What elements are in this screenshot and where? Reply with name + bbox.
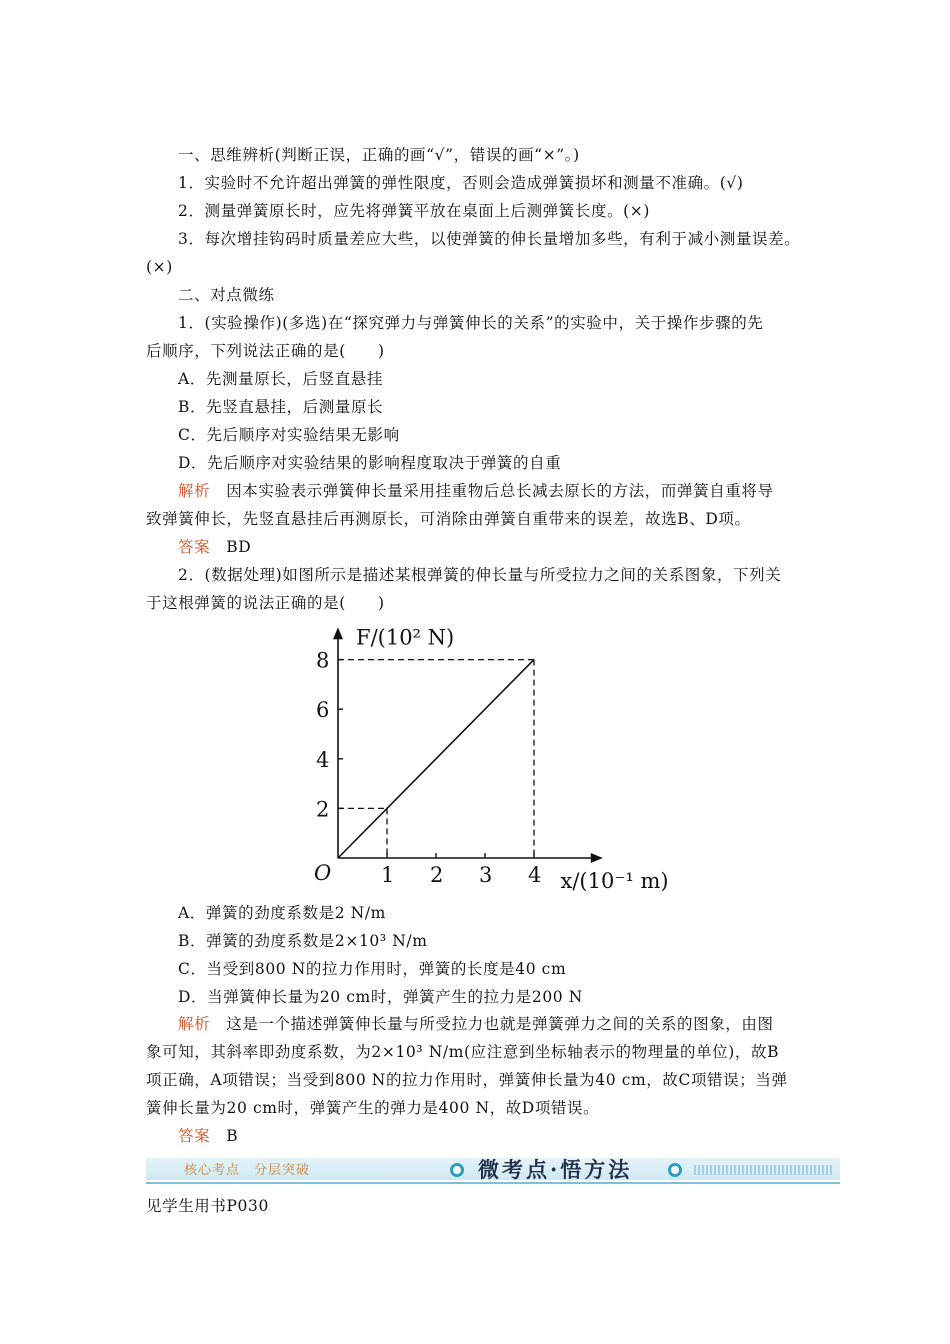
q1-analysis-line1 xyxy=(178,481,774,501)
q2-analysis-label: 解析 xyxy=(178,1015,211,1033)
q2-option-b: B．弹簧的劲度系数是2×10³ N/m xyxy=(178,932,428,950)
q1-option-c: C．先后顺序对实验结果无影响 xyxy=(178,426,400,444)
q2-analysis-line4: 簧伸长量为20 cm时，弹簧产生的弹力是400 N，故D项错误。 xyxy=(146,1099,600,1117)
q1-answer: BD xyxy=(226,538,252,556)
q1-analysis-line2: 致弹簧伸长，先竖直悬挂后再测原长，可消除由弹簧自重带来的误差，故选B、D项。 xyxy=(146,510,751,528)
judge-item-1: 1．实验时不允许超出弹簧的弹性限度，否则会造成弹簧损坏和测量不准确。(√) xyxy=(178,174,744,192)
q1-stem-line1: 1．(实验操作)(多选)在“探究弹力与弹簧伸长的关系”的实验中，关于操作步骤的先 xyxy=(178,314,764,332)
y-tick-label: 2 xyxy=(316,797,330,822)
y-tick-label: 6 xyxy=(316,698,330,723)
q1-analysis-label: 解析 xyxy=(178,482,211,500)
y-tick-label: 8 xyxy=(316,648,330,673)
y-axis-label: F/(10² N) xyxy=(356,625,455,650)
q2-analysis-line1 xyxy=(178,1014,774,1034)
banner-dot-right-icon xyxy=(668,1163,682,1177)
q2-analysis-line2: 象可知，其斜率即劲度系数，为2×10³ N/m(应注意到坐标轴表示的物理量的单位)，故B xyxy=(146,1043,780,1061)
series-line xyxy=(338,660,534,858)
section1-heading: 一、思维辨析(判断正误，正确的画“√”，错误的画“×”。) xyxy=(178,146,580,164)
banner-title: 微考点·悟方法 xyxy=(478,1157,633,1182)
origin-label: O xyxy=(314,861,332,885)
q1-option-d: D．先后顺序对实验结果的影响程度取决于弹簧的自重 xyxy=(178,454,562,472)
x-axis-arrow-icon xyxy=(591,853,603,863)
q1-option-a: A．先测量原长，后竖直悬挂 xyxy=(178,370,383,388)
judge-item-3-cont: (×) xyxy=(146,258,173,276)
section-banner xyxy=(146,1150,840,1190)
q2-answer-label: 答案 xyxy=(178,1127,211,1145)
q2-option-d: D．当弹簧伸长量为20 cm时，弹簧产生的拉力是200 N xyxy=(178,988,583,1006)
q2-answer-line xyxy=(178,1126,238,1146)
q2-option-c: C．当受到800 N的拉力作用时，弹簧的长度是40 cm xyxy=(178,960,567,978)
q2-option-a: A．弹簧的劲度系数是2 N/m xyxy=(178,904,386,922)
q2-stem-line2: 于这根弹簧的说法正确的是( ) xyxy=(146,594,385,612)
q2-stem-line1: 2．(数据处理)如图所示是描述某根弹簧的伸长量与所受拉力之间的关系图象，下列关 xyxy=(178,566,782,584)
q1-answer-label: 答案 xyxy=(178,538,211,556)
banner-stripes xyxy=(694,1165,834,1175)
section2-heading: 二、对点微练 xyxy=(178,286,275,304)
x-tick-label: 4 xyxy=(528,863,542,887)
judge-item-3: 3．每次增挂钩码时质量差应大些，以使弹簧的伸长量增加多些，有利于减小测量误差。 xyxy=(178,230,801,248)
banner-left-text: 核心考点 分层突破 xyxy=(184,1163,311,1178)
q1-answer-line xyxy=(178,537,251,557)
y-tick-label: 4 xyxy=(316,747,330,772)
q1-analysis-text1: 因本实验表示弹簧伸长量采用挂重物后总长减去原长的方法，而弹簧自重将导 xyxy=(226,482,774,500)
q1-option-b: B．先竖直悬挂，后测量原长 xyxy=(178,398,384,416)
footer-ref: 见学生用书P030 xyxy=(146,1197,269,1215)
force-extension-chart xyxy=(300,615,700,900)
y-axis-arrow-icon xyxy=(333,627,343,639)
q1-stem-line2: 后顺序，下列说法正确的是( ) xyxy=(146,342,385,360)
judge-item-2: 2．测量弹簧原长时，应先将弹簧平放在桌面上后测弹簧长度。(×) xyxy=(178,202,651,220)
banner-dot-left-icon xyxy=(450,1163,464,1177)
q2-analysis-text1: 这是一个描述弹簧伸长量与所受拉力也就是弹簧弹力之间的关系的图象，由图 xyxy=(226,1015,774,1033)
x-tick-label: 2 xyxy=(430,863,444,887)
q2-analysis-line3: 项正确，A项错误；当受到800 N的拉力作用时，弹簧伸长量为40 cm，故C项错误；当弹 xyxy=(146,1071,788,1089)
x-axis-label: x/(10⁻¹ m) xyxy=(560,869,669,893)
q2-answer: B xyxy=(226,1127,239,1145)
x-tick-label: 3 xyxy=(479,863,493,887)
x-tick-label: 1 xyxy=(381,863,395,887)
